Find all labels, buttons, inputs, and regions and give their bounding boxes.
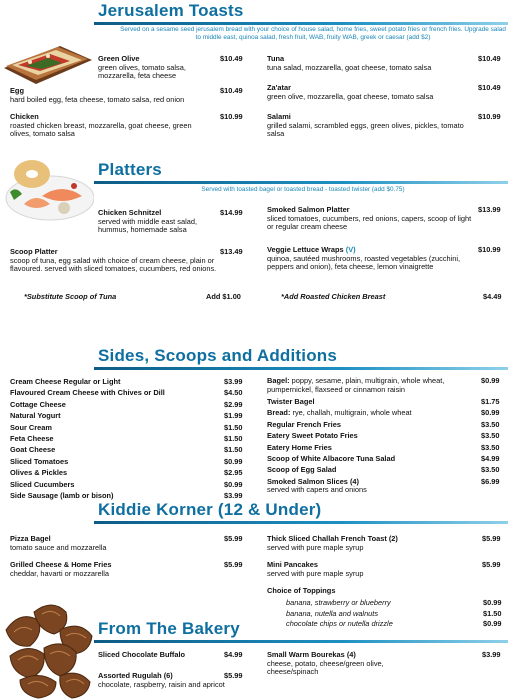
list-item (10, 479, 248, 490)
item-desc: green olives, tomato salsa, mozzarella, feta cheese (98, 62, 186, 81)
item-price: $3.99 (482, 650, 501, 659)
item-name: Green Olive (98, 54, 140, 63)
item-name: Assorted Rugulah (6) (98, 671, 173, 680)
menu-item (10, 248, 248, 274)
menu-item (10, 87, 248, 104)
item-price: $10.99 (478, 245, 501, 254)
item-price: $4.50 (224, 388, 243, 398)
item-price: $3.50 (481, 431, 500, 441)
menu-item (98, 651, 248, 660)
bagel-name: Bagel: (267, 376, 290, 385)
item-price: $14.99 (220, 208, 243, 217)
bakery-rule (94, 640, 508, 643)
item-name: Scoop Platter (10, 247, 58, 256)
item-desc: served with pure maple syrup (267, 568, 364, 578)
menu-item (98, 55, 248, 81)
item-desc: sliced tomatoes, cucumbers, red onions, capers, scoop of light or regular cream cheese (267, 213, 472, 232)
item-name: Chicken (10, 112, 39, 121)
item-price: $10.49 (478, 83, 501, 92)
item-name: Sliced Cucumbers (10, 479, 75, 489)
item-desc: served with pure maple syrup (267, 542, 364, 552)
item-price: $13.49 (220, 247, 243, 256)
menu-item (267, 535, 507, 552)
item-price: $2.99 (224, 399, 243, 409)
item-price: $3.99 (224, 377, 243, 386)
menu-item (267, 206, 507, 232)
kiddie-rule (94, 521, 508, 524)
add-chicken-price: $4.49 (483, 292, 502, 301)
item-name: Side Sausage (lamb or bison) (10, 490, 114, 500)
toppings-label (267, 587, 335, 596)
item-price: $10.49 (478, 54, 501, 63)
item-name: Tuna (267, 54, 285, 63)
list-item (10, 399, 248, 410)
item-price: $4.99 (224, 650, 243, 659)
item-name: Chicken Schnitzel (98, 208, 162, 217)
platter-photo (2, 152, 94, 224)
item-name: Flavoured Cream Cheese with Chives or Dill (10, 388, 165, 398)
item-price: $0.99 (481, 408, 500, 418)
list-item (267, 442, 507, 453)
list-item (267, 464, 507, 475)
substitute-note: *Substitute Scoop of Tuna (24, 292, 117, 301)
item-price: $3.50 (481, 419, 500, 429)
item-price: $3.50 (481, 465, 500, 475)
kiddie-title: Kiddie Korner (12 & Under) (98, 500, 322, 519)
topping-price: $0.99 (483, 619, 502, 628)
item-price: $0.99 (224, 456, 243, 466)
item-name: Olives & Pickles (10, 468, 68, 478)
item-name: Egg (10, 86, 24, 95)
item-name-text: Veggie Lettuce Wraps (267, 245, 344, 254)
item-name: Salami (267, 112, 291, 121)
platters-rule (94, 181, 508, 184)
item-desc: green olive, mozzarella, goat cheese, tomato salsa (267, 91, 434, 101)
item-price: $1.99 (224, 411, 243, 421)
menu-item (10, 561, 248, 578)
bagel-desc: poppy, sesame, plain, multigrain, whole wheat, pumpernickel, flaxseed or cinnamon raisin (267, 376, 445, 394)
item-name: Mini Pancakes (267, 560, 318, 569)
item-name: Eatery Sweet Potato Fries (267, 431, 358, 441)
menu-item (98, 209, 248, 235)
menu-item (10, 535, 248, 552)
item-price: $1.50 (224, 422, 243, 432)
list-item (10, 387, 248, 398)
salmon-note: served with capers and onions (267, 485, 367, 494)
item-name: Scoop of Egg Salad (267, 465, 337, 475)
item-name: Feta Cheese (10, 433, 54, 443)
bakery-photo (0, 590, 96, 700)
topping-name: chocolate chips or nutella drizzle (286, 619, 393, 628)
item-price: $10.49 (220, 86, 243, 95)
menu-item (98, 672, 248, 689)
item-desc: scoop of tuna, egg salad with choice of cream cheese, plain or flavoured. served with sliced tomatoes, cucumbers, red onions. (10, 255, 217, 274)
toppings-label-text: Choice of Toppings (267, 586, 336, 595)
bakery-title: From The Bakery (98, 619, 240, 638)
list-item (10, 433, 248, 444)
item-price: $1.75 (481, 397, 500, 406)
item-name: Sliced Chocolate Buffalo (98, 650, 186, 659)
item-name: Bread: (267, 408, 291, 418)
topping-price: $1.50 (483, 608, 502, 618)
item-price: $5.99 (224, 534, 243, 543)
item-price: $3.99 (224, 490, 243, 500)
jerusalem-title: Jerusalem Toasts (98, 1, 244, 20)
item-name: Scoop of White Albacore Tuna Salad (267, 453, 396, 463)
menu-item (267, 84, 507, 101)
item-price: $10.99 (478, 112, 501, 121)
item-price: $1.50 (224, 433, 243, 443)
platters-title: Platters (98, 160, 162, 179)
add-chicken-note: *Add Roasted Chicken Breast (281, 292, 386, 301)
menu-item (267, 651, 507, 677)
topping-price: $0.99 (483, 598, 502, 607)
menu-item (267, 561, 507, 578)
list-item (267, 419, 507, 430)
item-price: $5.99 (224, 560, 243, 569)
list-item (267, 407, 507, 418)
item-desc: cheddar, havarti or mozzarella (10, 568, 110, 578)
item-price: $1.50 (224, 445, 243, 455)
item-price: $6.99 (481, 476, 500, 486)
list-item (267, 453, 507, 464)
toast-photo (0, 38, 92, 88)
sides-right-list (267, 396, 507, 487)
topping-name: banana, nutella and walnuts (286, 608, 379, 618)
item-desc: tomato sauce and mozzarella (10, 542, 107, 552)
list-item (10, 410, 248, 421)
substitute-price: Add $1.00 (206, 292, 241, 301)
item-desc: roasted chicken breast, mozzarella, goat cheese, green olives, tomato salsa (10, 120, 192, 139)
list-item (10, 422, 248, 433)
jerusalem-rule (94, 22, 508, 25)
item-name: Smoked Salmon Platter (267, 205, 350, 214)
menu-item (10, 113, 248, 139)
item-price: $10.49 (220, 54, 243, 63)
menu-item (267, 113, 507, 139)
bagel-price: $0.99 (481, 376, 500, 385)
list-item (10, 376, 248, 387)
item-desc: chocolate, raspberry, raisin and apricot (98, 679, 225, 689)
item-name: Pizza Bagel (10, 534, 51, 543)
bagel-item (267, 377, 507, 394)
item-name: Natural Yogurt (10, 411, 61, 421)
list-item (267, 430, 507, 441)
menu-item (267, 246, 507, 272)
item-name: Grilled Cheese & Home Fries (10, 560, 112, 569)
item-name: Twister Bagel (267, 397, 315, 406)
item-name: Sour Cream (10, 422, 52, 432)
sides-left-list (10, 376, 248, 501)
item-name: Goat Cheese (10, 445, 56, 455)
list-item (10, 444, 248, 455)
vegetarian-badge: (V) (345, 245, 356, 254)
item-price: $13.99 (478, 205, 501, 214)
sides-title: Sides, Scoops and Additions (98, 346, 338, 365)
item-price: $5.99 (482, 534, 501, 543)
item-name: Cottage Cheese (10, 399, 66, 409)
sides-rule (94, 367, 508, 370)
jerusalem-subtitle: Served on a sesame seed jerusalem bread with your choice of house salad, home fries, sweet potato fries or french fries. Upgrade salad to middle east, quinoa salad, fresh fruit, WAB, fruity WAB, greek or caesar (add $2) (120, 26, 506, 41)
menu-item (267, 55, 507, 72)
item-name: Regular French Fries (267, 419, 341, 429)
item-price: $3.50 (481, 442, 500, 452)
list-item (10, 467, 248, 478)
list-item (267, 396, 507, 407)
bagel-line (267, 377, 472, 394)
item-price: $5.99 (482, 560, 501, 569)
item-price: $0.99 (224, 479, 243, 489)
item-price: $4.99 (481, 453, 500, 463)
item-price: $10.99 (220, 112, 243, 121)
item-desc: hard boiled egg, feta cheese, tomato salsa, red onion (10, 94, 185, 104)
item-name: Small Warm Bourekas (4) (267, 650, 356, 659)
item-desc: cheese, potato, cheese/green olive, cheese/spinach (267, 658, 384, 677)
list-item (10, 456, 248, 467)
item-name: Eatery Home Fries (267, 442, 332, 452)
item-desc: tuna salad, mozzarella, goat cheese, tomato salsa (267, 62, 432, 72)
item-desc: grilled salami, scrambled eggs, green olives, pickles, tomato salsa (267, 120, 464, 139)
item-price: $2.95 (224, 468, 243, 478)
item-name: Cream Cheese Regular or Light (10, 377, 121, 386)
item-desc: served with middle east salad, hummus, homemade salsa (98, 216, 198, 235)
item-name: Za'atar (267, 83, 291, 92)
item-name: Smoked Salmon Slices (4) (267, 476, 360, 486)
item-name: Sliced Tomatoes (10, 456, 69, 466)
item-desc: quinoa, sautéed mushrooms, roasted vegetables (zucchini, peppers and onion), feta cheese, lemon vinaigrette (267, 253, 461, 272)
item-desc: rye, challah, multigrain, whole wheat (292, 408, 412, 418)
topping-name: banana, strawberry or blueberry (286, 598, 391, 607)
platters-subtitle: Served with toasted bagel or toasted bread - toasted twister (add $0.75) (201, 186, 405, 193)
item-price: $5.99 (224, 671, 243, 680)
item-name: Thick Sliced Challah French Toast (2) (267, 534, 398, 543)
